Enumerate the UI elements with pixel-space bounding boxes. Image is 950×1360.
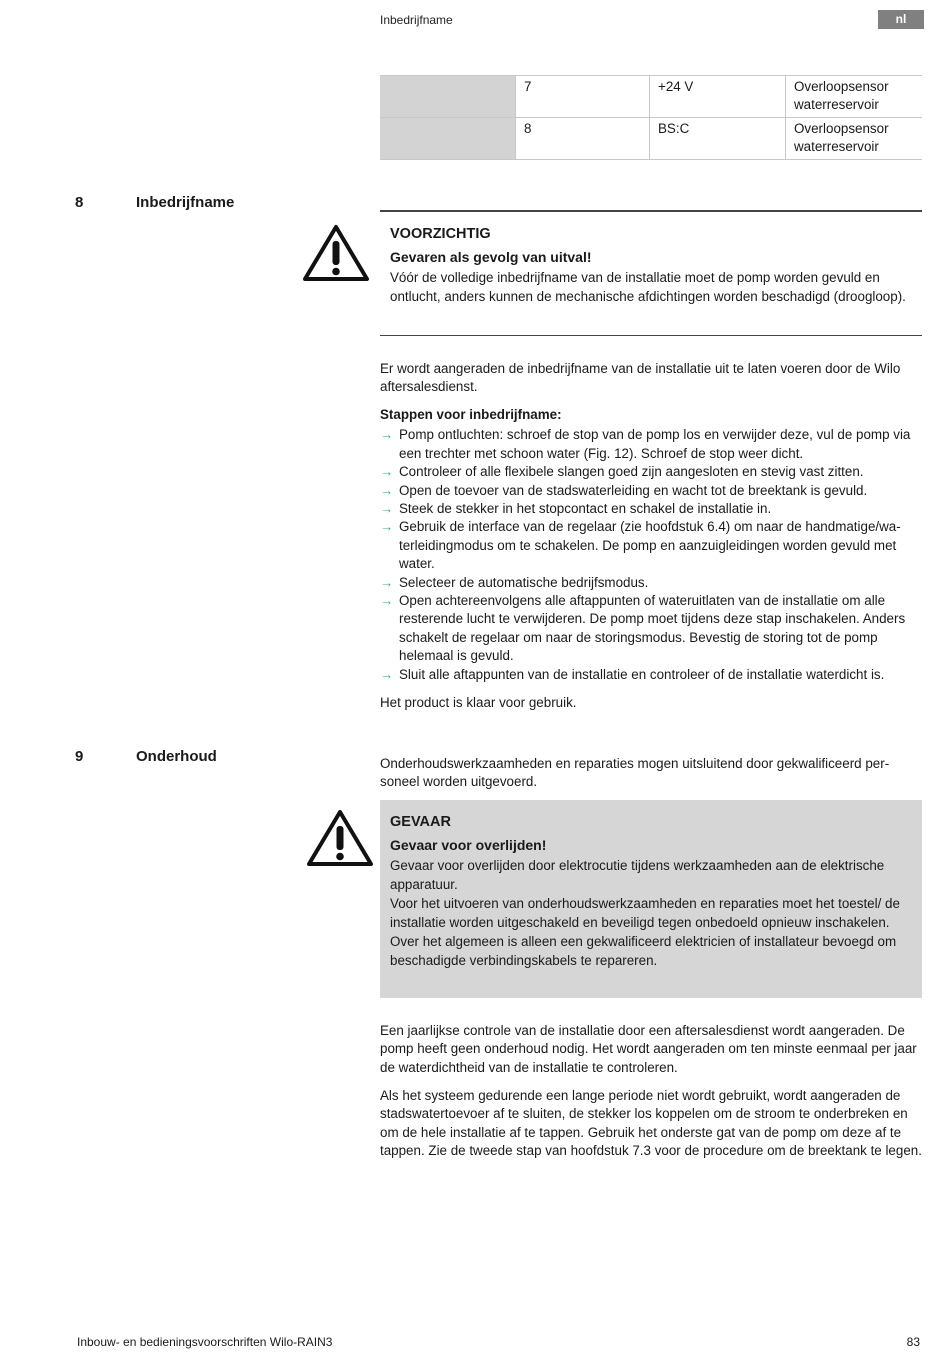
step-text: Steek de stekker in het stopcontact en schakel de installatie in.	[399, 501, 772, 517]
footer-document-title: Inbouw- en bedieningsvoorschriften Wilo-RAIN3	[77, 1335, 333, 1349]
table-cell-desc: Overloopsensor waterreservoir	[786, 76, 923, 118]
danger-text: Over het algemeen is alleen een gekwalificeerd elektricien of installateur bevoegd om beschadigde verbindingskabels te repareren.	[390, 934, 897, 968]
section-9-number: 9	[75, 748, 84, 765]
step-text: Open de toevoer van de stadswaterleiding en wacht tot de breektank is gevuld.	[399, 482, 868, 498]
section-8-closing: Het product is klaar voor gebruik.	[380, 695, 577, 710]
caution-box	[380, 210, 922, 336]
table-cell-desc: Overloopsensor waterreservoir	[786, 118, 923, 160]
warning-triangle-icon	[301, 223, 371, 283]
arrow-right-icon: →	[380, 593, 394, 609]
section-9-intro: Onderhoudswerkzaamheden en reparaties mogen uitsluitend door gekwalificeerd personeel worden uitgevoerd.	[380, 756, 890, 790]
table-cell-signal: BS:C	[650, 118, 786, 160]
arrow-right-icon: →	[380, 482, 394, 498]
step-text: Controleer of alle flexibele slangen goed zijn aangesloten en stevig vast zitten.	[399, 464, 864, 480]
table-row	[380, 118, 922, 160]
list-item	[380, 500, 922, 518]
arrow-right-icon: →	[380, 574, 394, 590]
warning-triangle-icon	[305, 808, 375, 868]
step-text: Gebruik de interface van de regelaar (zie hoofdstuk 6.4) om naar de handmatige/waterleidingmodus om te schakelen. De pomp en aanzuigleidingen worden gevuld met water.	[399, 519, 901, 572]
section-9-paragraph-1: Een jaarlijkse controle van de installatie door een aftersalesdienst wordt aangeraden. De pomp heeft geen onderhoud nodig. Het wordt aangeraden om ten minste eenmaal per jaar de waterdichtheid van de installatie te controleren.	[380, 1023, 917, 1075]
danger-box	[380, 800, 922, 998]
arrow-right-icon: →	[380, 519, 394, 535]
page-header-title: Inbedrijfname	[380, 13, 453, 27]
section-9-title: Onderhoud	[136, 748, 217, 765]
steps-block	[380, 406, 922, 684]
list-item	[380, 574, 922, 592]
list-item	[380, 463, 922, 481]
steps-title: Stappen voor inbedrijfname:	[380, 407, 562, 422]
danger-heading: GEVAAR	[390, 814, 451, 830]
step-text: Sluit alle aftappunten van de installatie en controleer of de installatie waterdicht is.	[399, 666, 885, 682]
danger-text: Voor het uitvoeren van onderhoudswerkzaamheden en reparaties moet het toestel/ de installatie worden uitgeschakeld en beveiligd tegen onbedoeld opnieuw inschakelen.	[390, 896, 900, 930]
caution-text: Vóór de volledige inbedrijfname van de installatie moet de pomp worden gevuld en ontlucht, anders kunnen de mechanische afdichtingen worden beschadigd (droogloop).	[390, 270, 906, 304]
list-item	[380, 666, 922, 684]
list-item	[380, 426, 922, 463]
section-8-intro: Er wordt aangeraden de inbedrijfname van de installatie uit te laten voeren door de Wilo aftersalesdienst.	[380, 361, 901, 395]
danger-text: Gevaar voor overlijden door elektrocutie tijdens werkzaamheden aan de elektrische apparatuur.	[390, 858, 885, 892]
arrow-right-icon: →	[380, 464, 394, 480]
list-item	[380, 592, 922, 666]
step-text: Pomp ontluchten: schroef de stop van de pomp los en verwijder deze, vul de pomp via een trechter met schoon water (Fig. 12). Schroef de stop weer dicht.	[399, 427, 911, 461]
table-cell-empty	[380, 118, 516, 160]
steps-list	[380, 426, 922, 684]
table-cell-signal: +24 V	[650, 76, 786, 118]
section-9-paragraph-2: Als het systeem gedurende een lange periode niet wordt gebruikt, wordt aangeraden de stadswatertoevoer af te sluiten, de stekker los koppelen om de stroom te onderbreken en om de hele installatie af te tappen. Gebruik het onderste gat van de pomp om deze af te tappen. Zie de tweede stap van hoofdstuk 7.3 voor de procedure om de breektank te legen.	[380, 1088, 922, 1159]
step-text: Selecteer de automatische bedrijfsmodus.	[399, 574, 649, 590]
table-cell-empty	[380, 76, 516, 118]
arrow-right-icon: →	[380, 501, 394, 517]
table-row	[380, 76, 922, 118]
danger-subtitle: Gevaar voor overlijden!	[390, 837, 547, 853]
table-cell-num: 7	[516, 76, 650, 118]
arrow-right-icon: →	[380, 666, 394, 682]
arrow-right-icon: →	[380, 427, 394, 443]
footer-page-number: 83	[906, 1335, 920, 1349]
list-item	[380, 482, 922, 500]
section-8-number: 8	[75, 194, 84, 211]
caution-subtitle: Gevaren als gevolg van uitval!	[390, 249, 592, 265]
language-badge: nl	[878, 10, 924, 29]
table-cell-num: 8	[516, 118, 650, 160]
section-8-title: Inbedrijfname	[136, 194, 235, 211]
terminal-table	[380, 75, 922, 160]
caution-heading: VOORZICHTIG	[390, 226, 491, 242]
list-item	[380, 518, 922, 573]
step-text: Open achtereenvolgens alle aftappunten of wateruitlaten van de installatie om alle resterende lucht te verwijderen. De pomp moet tijdens deze stap inschakelen. Anders schakelt de regelaar om naar de storingsmodus. Bevestig de storing tot de pomp helemaal is gevuld.	[399, 593, 906, 664]
